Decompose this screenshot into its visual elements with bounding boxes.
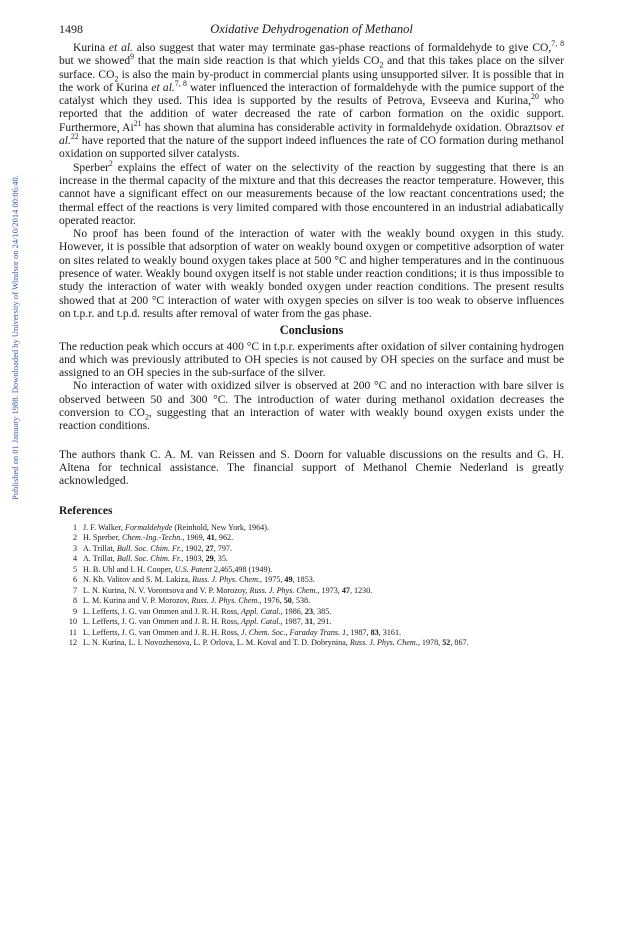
reference-item: 9 L. Lefferts, J. G. van Ommen and J. R. H. Ross, Appl. Catal., 1986, 23, 385. [59,607,564,618]
article-body [59,39,564,489]
reference-number: 2 [72,533,77,542]
reference-item: 6 N. Kh. Valitov and S. M. Lakiza, Russ. J. Phys. Chem., 1975, 49, 1853. [59,575,564,586]
reference-item: 12 L. N. Kurina, L. I. Novozhenova, L. P. Orlova, L. M. Koval and T. D. Dobrynina, Russ. J. Phys. Chem., 1978, 52, 867. [59,638,564,649]
paragraph: No proof has been found of the interaction of water with the weakly bound oxygen in this study. However, it is possible that adsorption of water on weakly bound oxygen or competitive adsorption of water on sites related to weakly bound oxygen takes place at 500 °C and higher temperatures and in the continuous presence of water. Weakly bound oxygen itself is not stable under reaction conditions; it is thus impossible to study the interaction of water with weakly bonded oxygen under reaction conditions. The present results showed that at 200 °C interaction of water with oxygen species on silver is too weak to observe influences on t.p.r. and t.p.d. results after removal of water from the gas phase. [59,228,564,320]
reference-item: 1 J. F. Walker, Formaldehyde (Reinhold, New York, 1964). [59,523,564,534]
page [59,22,564,649]
reference-item: 3 A. Trillat, Bull. Soc. Chim. Fr., 1902, 27, 797. [59,544,564,555]
paragraph: The reduction peak which occurs at 400 °C in t.p.r. experiments after oxidation of silver containing hydrogen and which was previously attributed to OH species is not caused by OH species on the surface and must be assigned to an OH species in the sub-surface of the silver. [59,340,564,380]
reference-number: 10 [68,617,77,626]
paragraph: Sperber$^2$ explains the effect of water on the selectivity of the reaction by suggesting that there is an increase in the thermal capacity of the mixture and that this decreases the reactor temperature. However, this cannot have a significant effect on our measurements because of the low reactant concentrations used; the thermal effect of the reactions is very limited compared with those encountered in an industrial adiabatically operated reactor. [59,158,564,227]
side-download-stamp: Published on 01 January 1988. Downloaded by University of Windsor on 24/10/2014 00:06:40. [10,175,20,500]
reference-item: 7 L. N. Kurina, N. V. Vorontsova and V. P. Morozoy, Russ. J. Phys. Chem., 1973, 47, 1230. [59,586,564,597]
reference-number: 12 [68,638,77,647]
reference-number: 3 [72,543,77,553]
reference-list [59,523,564,649]
reference-item: 5 H. B. Uhl and I. H. Cooper, U.S. Patent 2,465,498 (1949). [59,565,564,576]
reference-number: 7 [72,585,77,595]
reference-item: 10 L. Lefferts, J. G. van Ommen and J. R. H. Ross, Appl. Catal., 1987, 31, 291. [59,617,564,628]
paragraph: Kurina et al. also suggest that water may terminate gas-phase reactions of formaldehyde to give CO,$^{7, 8}$ but we showed$^9$ that the main side reaction is that which yields $CO_2$ and that this takes place on the silver surface. $CO_2$ is also the main by-product in commercial plants using unsupported silver. It is possible that in the work of Kurina et al.$^{7, 8}$ water influenced the interaction of formaldehyde with the pumice support of the catalyst which they used. This idea is supported by the results of Petrova, Evseeva and Kurina,$^{20}$ who reported that the addition of water decreased the rate of carbon formation on the oxidic support. Furthermore, Ai$^{21}$ has shown that alumina has considerable activity in formaldehyde oxidation. Obraztsov et al.$^{22}$ have reported that the nature of the support indeed influences the rate of CO formation during methanol oxidation on supported silver catalysts. [59,39,564,161]
reference-item: 8 L. M. Kurina and V. P. Morozov, Russ. J. Phys. Chem., 1976, 50, 538. [59,596,564,607]
running-title: Oxidative Dehydrogenation of Methanol [210,22,413,36]
reference-number: 11 [69,627,77,637]
reference-number: 4 [72,554,77,563]
reference-item: 11 L. Lefferts, J. G. van Ommen and J. R. H. Ross, J. Chem. Soc., Faraday Trans. 1, 1987, 83, 3161. [59,628,564,639]
reference-number: 1 [72,522,77,532]
acknowledgements: The authors thank C. A. M. van Reissen and S. Doorn for valuable discussions on the results and G. H. Altena for technical assistance. The financial support of Methanol Chemie Nederland is greatly acknowledged. [59,448,564,488]
page-header [59,22,564,42]
references-heading: References [59,504,113,517]
paragraph: No interaction of water with oxidized silver is observed at 200 °C and no interaction with bare silver is observed between 50 and 300 °C. The introduction of water during methanol oxidation decreases the conversion to $CO_2$, suggesting that an interaction of water with weakly bound oxygen exists under the reaction conditions. [59,380,564,433]
reference-number: 5 [72,564,77,574]
reference-item: 2 H. Sperber, Chem.-Ing.-Techn., 1969, 41, 962. [59,533,564,544]
page-number: 1498 [59,22,83,36]
section-heading-conclusions: Conclusions [279,323,344,338]
reference-item: 4 A. Trillat, Bull. Soc. Chim. Fr., 1903, 29, 35. [59,554,564,565]
reference-number: 8 [72,596,77,605]
reference-number: 6 [72,575,77,584]
reference-number: 9 [72,606,77,616]
